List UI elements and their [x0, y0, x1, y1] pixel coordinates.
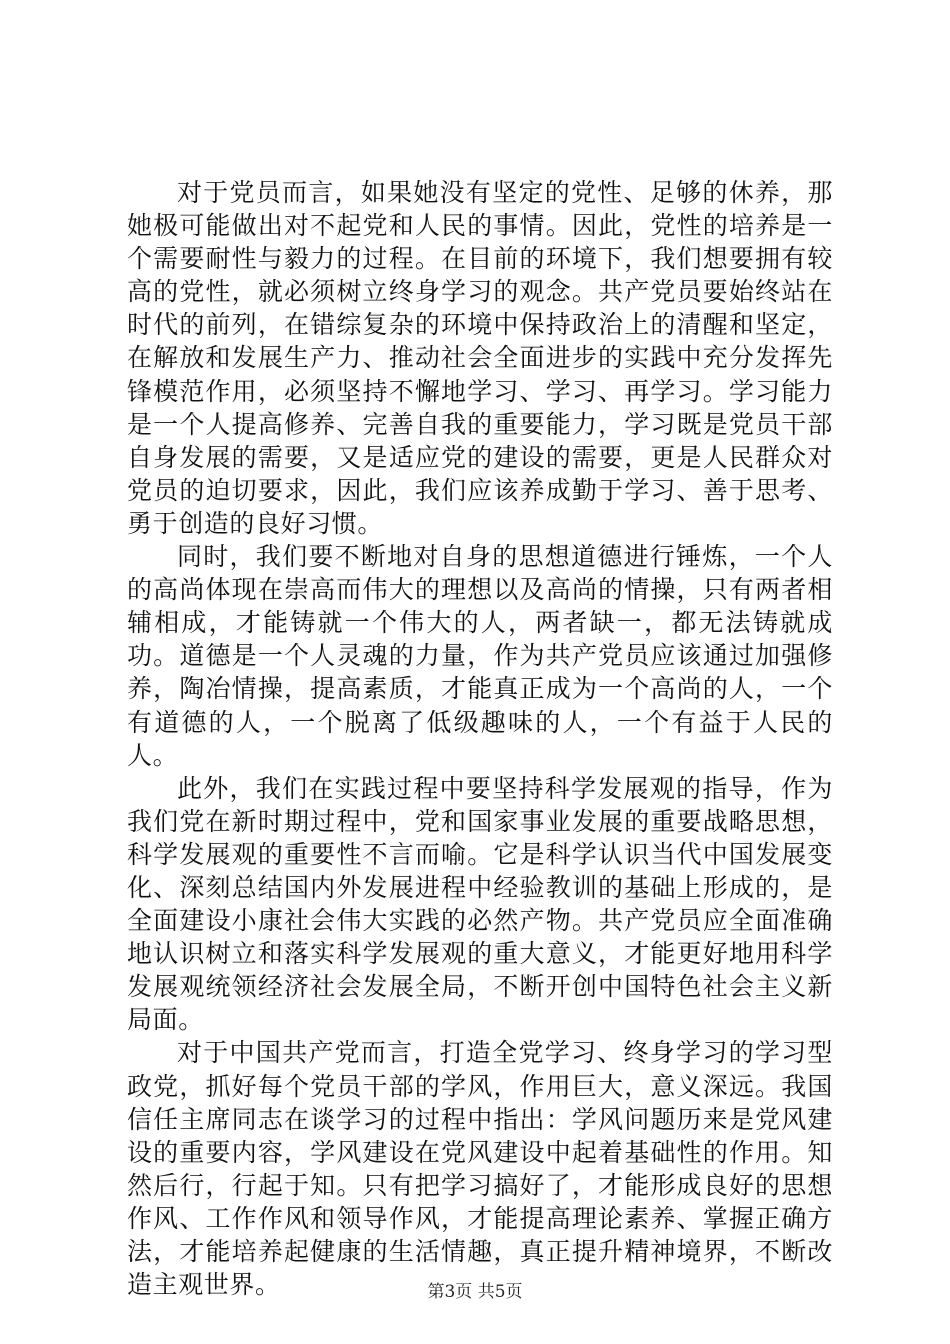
- paragraph-4: 对于中国共产党而言，打造全党学习、终身学习的学习型政党，抓好每个党员干部的学风，作用巨大，意义深远。我国信任主席同志在谈学习的过程中指出：学风问题历来是党风建设的重要内容，学风建设在党风建设中起着基础性的作用。知然后行，行起于知。只有把学习搞好了，才能形成良好的思想作风、工作作风和领导作风，才能提高理论素养、掌握正确方法，才能培养起健康的生活情趣，真正提升精神境界，不断改造主观世界。: [127, 1038, 833, 1300]
- document-body: [127, 176, 833, 1301]
- page-number-footer: 第3页 共5页: [427, 1282, 523, 1302]
- paragraph-2: 同时，我们要不断地对自身的思想道德进行锤炼，一个人的高尚体现在崇高而伟大的理想以及高尚的情操，只有两者相辅相成，才能铸就一个伟大的人，两者缺一，都无法铸就成功。道德是一个人灵魂的力量，作为共产党员应该通过加强修养，陶冶情操，提高素质，才能真正成为一个高尚的人，一个有道德的人，一个脱离了低级趣味的人，一个有益于人民的人。: [127, 542, 833, 770]
- paragraph-1: 对于党员而言，如果她没有坚定的党性、足够的休养，那她极可能做出对不起党和人民的事情。因此，党性的培养是一个需要耐性与毅力的过程。在目前的环境下，我们想要拥有较高的党性，就必须树立终身学习的观念。共产党员要始终站在时代的前列，在错综复杂的环境中保持政治上的清醒和坚定，在解放和发展生产力、推动社会全面进步的实践中充分发挥先锋模范作用，必须坚持不懈地学习、学习、再学习。学习能力是一个人提高修养、完善自我的重要能力，学习既是党员干部自身发展的需要，又是适应党的建设的需要，更是人民群众对党员的迫切要求，因此，我们应该养成勤于学习、善于思考、勇于创造的良好习惯。: [127, 178, 833, 538]
- paragraph-3: 此外，我们在实践过程中要坚持科学发展观的指导，作为我们党在新时期过程中，党和国家事业发展的重要战略思想，科学发展观的重要性不言而喻。它是科学认识当代中国发展变化、深刻总结国内外发展进程中经验教训的基础上形成的，是全面建设小康社会伟大实践的必然产物。共产党员应全面准确地认识树立和落实科学发展观的重大意义，才能更好地用科学发展观统领经济社会发展全局，不断开创中国特色社会主义新局面。: [127, 773, 833, 1035]
